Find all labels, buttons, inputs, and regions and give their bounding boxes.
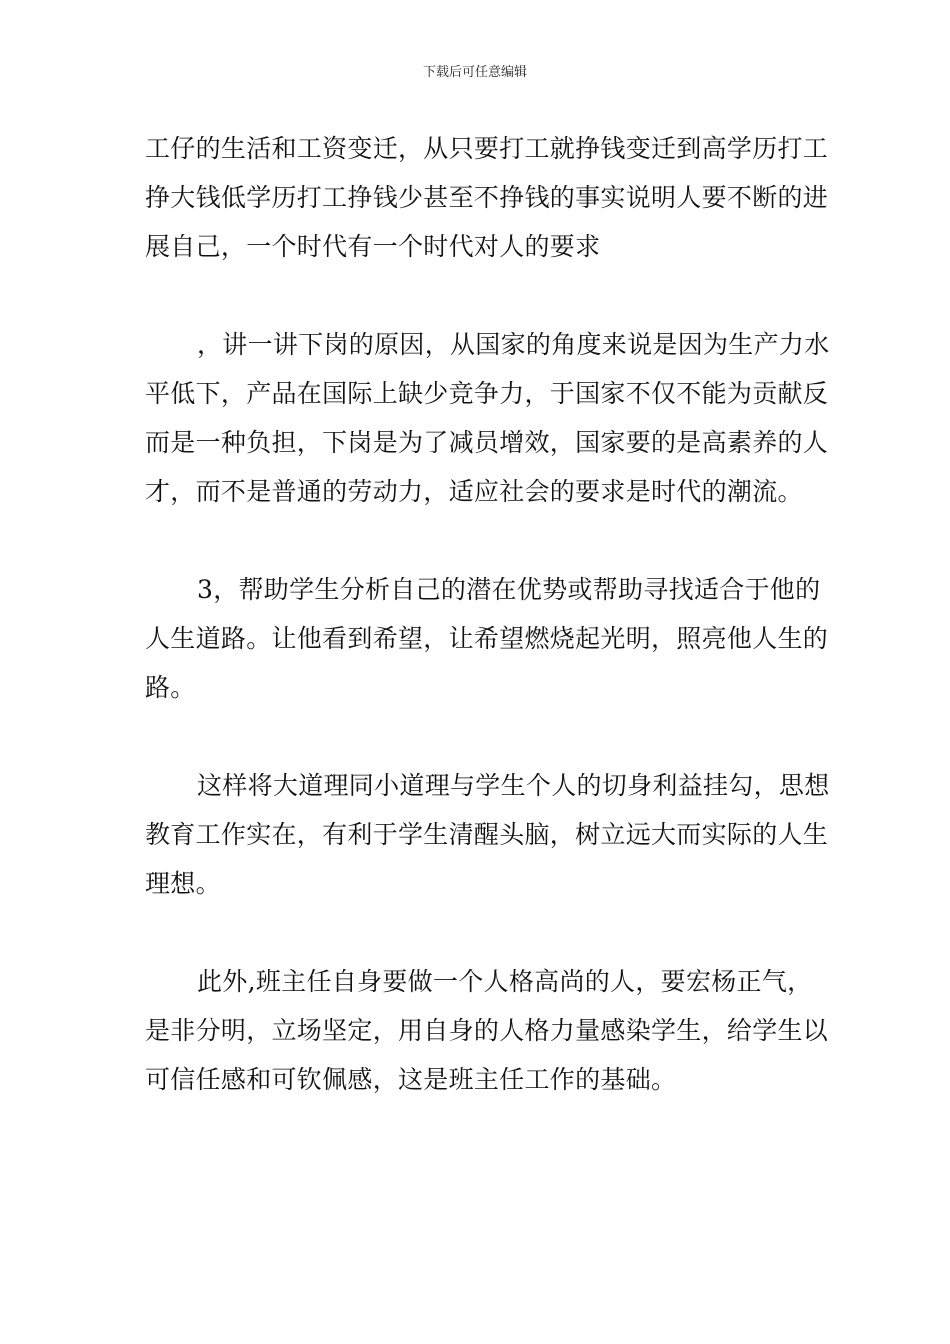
paragraph-3: 3，帮助学生分析自己的潜在优势或帮助寻找适合于他的人生道路。让他看到希望，让希望燃烧起光明，照亮他人生的路。 — [145, 575, 829, 702]
paragraph-2: ，讲一讲下岗的原因，从国家的角度来说是因为生产力水平低下，产品在国际上缺少竞争力，于国家不仅不能为贡献反而是一种负担，下岗是为了减员增效，国家要的是高素养的人才，而不是普通的劳动力，适应社会的要求是时代的潮流。 — [145, 330, 830, 506]
paragraph-5: 此外,班主任自身要做一个人格高尚的人，要宏杨正气，是非分明，立场坚定，用自身的人格力量感染学生，给学生以可信任感和可钦佩感，这是班主任工作的基础。 — [145, 967, 829, 1094]
document-body — [145, 124, 835, 1104]
paragraph-1: 工仔的生活和工资变迁，从只要打工就挣钱变迁到高学历打工挣大钱低学历打工挣钱少甚至不挣钱的事实说明人要不断的进展自己，一个时代有一个时代对人的要求 — [145, 134, 829, 261]
page-header: 下载后可任意编辑 — [422, 65, 527, 80]
paragraph-4: 这样将大道理同小道理与学生个人的切身利益挂勾，思想教育工作实在，有利于学生清醒头脑，树立远大而实际的人生理想。 — [145, 771, 830, 898]
